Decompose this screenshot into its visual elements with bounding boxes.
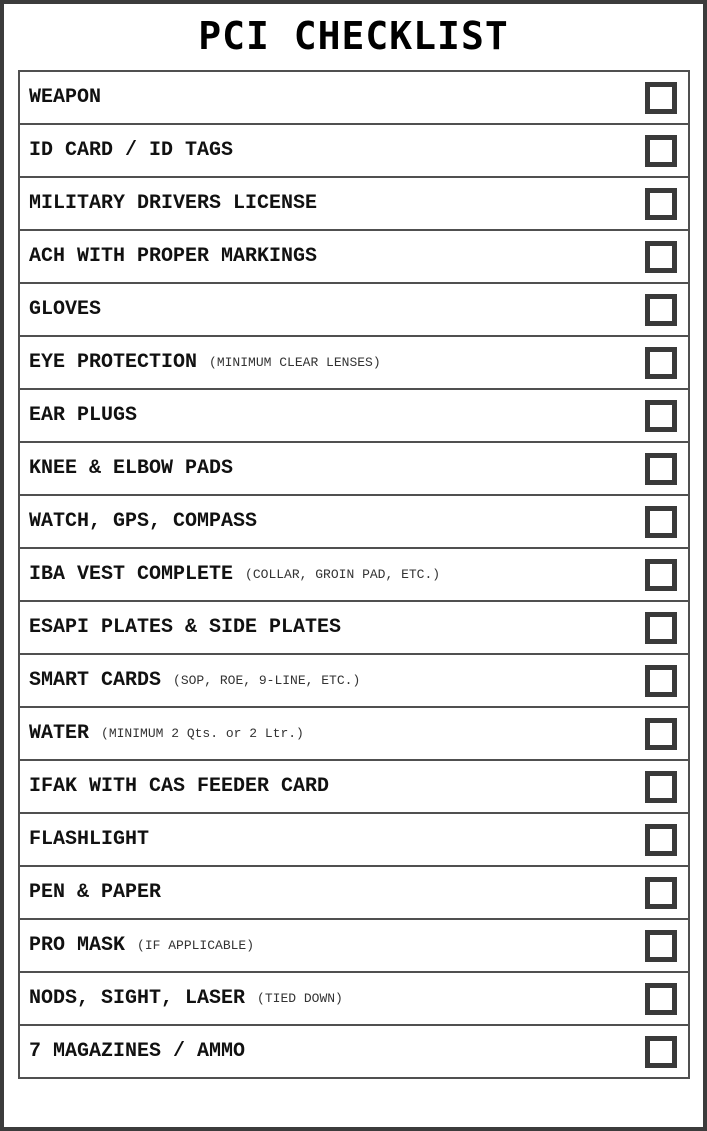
- item-label: IBA VEST COMPLETE: [29, 563, 234, 586]
- item-label: EAR PLUGS: [29, 404, 138, 427]
- item-checkbox[interactable]: [645, 506, 677, 538]
- item-checkbox[interactable]: [645, 718, 677, 750]
- item-label: SMART CARDS: [29, 669, 162, 692]
- checklist-row: [20, 125, 688, 178]
- item-label: MILITARY DRIVERS LICENSE: [29, 192, 318, 215]
- item-label: IFAK WITH CAS FEEDER CARD: [29, 775, 330, 798]
- item-label: WATCH, GPS, COMPASS: [29, 510, 258, 533]
- checklist-row: [20, 867, 688, 920]
- checklist-row: [20, 761, 688, 814]
- item-label: WATER: [29, 722, 90, 745]
- checklist-row: [20, 920, 688, 973]
- checklist-row: [20, 549, 688, 602]
- checklist-row: [20, 496, 688, 549]
- item-checkbox[interactable]: [645, 400, 677, 432]
- item-checkbox[interactable]: [645, 930, 677, 962]
- checklist-row: [20, 973, 688, 1026]
- item-checkbox[interactable]: [645, 983, 677, 1015]
- item-note: (MINIMUM 2 Qts. or 2 Ltr.): [101, 726, 304, 741]
- item-label: WEAPON: [29, 86, 102, 109]
- item-checkbox[interactable]: [645, 453, 677, 485]
- item-note: (COLLAR, GROIN PAD, ETC.): [245, 567, 441, 582]
- checklist-row: [20, 814, 688, 867]
- checklist-row: [20, 1026, 688, 1077]
- checklist-row: [20, 390, 688, 443]
- checklist-row: [20, 72, 688, 125]
- item-checkbox[interactable]: [645, 824, 677, 856]
- item-checkbox[interactable]: [645, 241, 677, 273]
- item-checkbox[interactable]: [645, 294, 677, 326]
- item-label: GLOVES: [29, 298, 102, 321]
- item-label: ESAPI PLATES & SIDE PLATES: [29, 616, 342, 639]
- item-label: ID CARD / ID TAGS: [29, 139, 234, 162]
- checklist-row: [20, 443, 688, 496]
- item-note: (TIED DOWN): [257, 991, 343, 1006]
- item-label: PEN & PAPER: [29, 881, 162, 904]
- item-label: 7 MAGAZINES / AMMO: [29, 1040, 246, 1063]
- item-checkbox[interactable]: [645, 135, 677, 167]
- item-label: KNEE & ELBOW PADS: [29, 457, 234, 480]
- item-note: (SOP, ROE, 9-LINE, ETC.): [173, 673, 361, 688]
- item-label: PRO MASK: [29, 934, 126, 957]
- checklist-row: [20, 284, 688, 337]
- item-checkbox[interactable]: [645, 82, 677, 114]
- checklist-row: [20, 231, 688, 284]
- item-checkbox[interactable]: [645, 347, 677, 379]
- item-note: (IF APPLICABLE): [137, 938, 255, 953]
- item-checkbox[interactable]: [645, 1036, 677, 1068]
- item-checkbox[interactable]: [645, 188, 677, 220]
- checklist-row: [20, 602, 688, 655]
- item-checkbox[interactable]: [645, 665, 677, 697]
- checklist-table: [18, 70, 690, 1079]
- checklist-row: [20, 337, 688, 390]
- item-checkbox[interactable]: [645, 559, 677, 591]
- page-title: PCI CHECKLIST: [198, 14, 509, 58]
- item-note: (MINIMUM CLEAR LENSES): [209, 355, 381, 370]
- item-label: FLASHLIGHT: [29, 828, 150, 851]
- checklist-row: [20, 708, 688, 761]
- checklist-row: [20, 655, 688, 708]
- item-label: ACH WITH PROPER MARKINGS: [29, 245, 318, 268]
- item-checkbox[interactable]: [645, 612, 677, 644]
- item-checkbox[interactable]: [645, 877, 677, 909]
- item-label: EYE PROTECTION: [29, 351, 198, 374]
- checklist-row: [20, 178, 688, 231]
- item-label: NODS, SIGHT, LASER: [29, 987, 246, 1010]
- item-checkbox[interactable]: [645, 771, 677, 803]
